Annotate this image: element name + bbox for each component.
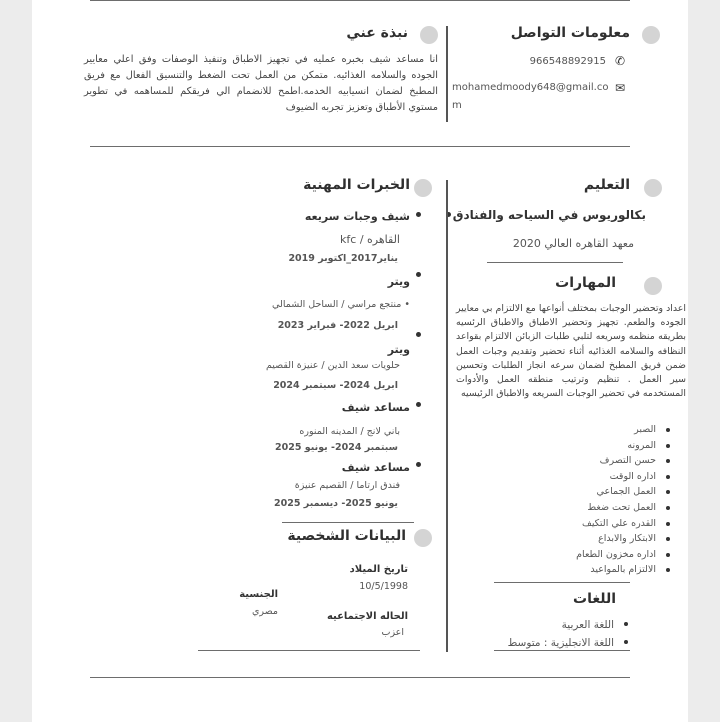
about-text: انا مساعد شيف بخبره عمليه في تجهيز الاطباق وتنفيذ الوصفات وفق اعلي معايير الجوده والسلامه الغذائيه. متمكن من العمل تحت الضغط والتنسيق الفعال مع فريق المطبخ لضمان انسيابيه الخدمه.اطمح للانضمام الي فريقكم للمساهمه في تطوير مستوي الأطباق وتعزيز تجربه الضيوف — [84, 54, 438, 113]
skill-item: اداره مخزون الطعام — [470, 547, 670, 563]
language-english-name: اللغة الانجليزية — [550, 637, 614, 649]
skill-item: الابتكار والابداع — [470, 531, 670, 547]
personal-divider — [198, 650, 420, 651]
nationality-value: مصري — [251, 606, 278, 617]
personal-bullet-circle — [414, 529, 432, 547]
email-line-1[interactable]: mohamedmoody648@gmail.co — [452, 82, 609, 93]
experience-divider — [282, 522, 414, 523]
skill-item: العمل تحت ضغط — [470, 500, 670, 516]
skills-divider — [494, 582, 630, 583]
about-heading: نبذة عني — [346, 25, 408, 41]
languages-divider — [494, 650, 630, 651]
languages-list — [428, 616, 628, 652]
birth-date-label: تاريخ الميلاد — [349, 564, 408, 575]
education-degree: بكالوريوس في السياحه والفنادق — [452, 208, 646, 222]
experience-bullet-circle — [414, 179, 432, 197]
job-company: حلويات سعد الدين — [327, 360, 400, 371]
middle-divider — [90, 146, 630, 147]
skills-summary: اعداد وتحضير الوجبات بمختلف أنواعها مع الالتزام بي معايير الجوده والطعم. تجهيز وتحضير الاطباق والاطباق الرئسيه بطريقه منظمه وسريعه لتلبي طلبات الزبائن الالتزام بقواعد النظافه والسلامه الغذائيه أثناء تحضير وتقديم وجبات العمل ضمن فريق المطبخ لضمان سرعه انجاز الطلبات وتحسين سير العمل . تنظيم وترتيب منطقه العمل والأدوات المستخدمه في تحضير الوجبات السريعه والاطباق الرئيسيه — [456, 303, 686, 400]
job-title: مساعد شيف — [341, 461, 410, 474]
job-period: يناير2017_اكتوبر 2019 — [288, 253, 398, 264]
language-english-level: متوسط — [507, 637, 541, 649]
job-company-location: فندق ارتاما / القصيم عنيزة — [294, 480, 400, 491]
skills-heading: المهارات — [555, 275, 616, 291]
phone-icon: ✆ — [615, 54, 626, 68]
contact-bullet-circle — [642, 26, 660, 44]
languages-heading: اللغات — [573, 591, 616, 607]
job-period: ابريل 2024- سبتمبر 2024 — [273, 380, 398, 391]
phone-number[interactable]: 966548892915 — [529, 56, 606, 67]
education-institute: معهد القاهره العالي 2020 — [512, 237, 634, 250]
job-company-location: باني لانج / المدينه المنوره — [299, 426, 400, 437]
top-divider — [90, 0, 630, 1]
job-company-location: القاهره / kfc — [340, 233, 400, 246]
job-title: شيف وجبات سريعه — [304, 210, 410, 223]
job-location: القصيم عنيزة — [294, 480, 348, 491]
job-location: القاهره — [367, 233, 400, 246]
job-company: باني لانج — [366, 426, 400, 437]
language-english: اللغة الانجليزية : متوسط — [428, 634, 628, 652]
education-divider — [487, 262, 623, 263]
job-company: kfc — [340, 233, 357, 246]
birth-date-value: 10/5/1998 — [359, 581, 408, 592]
marital-status-label: الحاله الاجتماعيه — [326, 611, 408, 622]
job-location: عنيزة القصيم — [265, 360, 319, 371]
skill-item: الالتزام بالمواعيد — [470, 562, 670, 578]
job-company: فندق ارتاما — [356, 480, 400, 491]
timeline-dot — [416, 212, 421, 217]
job-location: الساحل الشمالي — [272, 299, 339, 310]
job-title: ويتر — [387, 343, 410, 356]
job-location: المدينه المنوره — [299, 426, 358, 437]
job-title: ويتر — [387, 275, 410, 288]
skill-item: الصبر — [470, 422, 670, 438]
skill-item: العمل الجماعي — [470, 484, 670, 500]
experience-heading: الخبرات المهنية — [303, 177, 410, 193]
top-vertical-divider — [446, 26, 448, 122]
skill-item: المرونه — [470, 438, 670, 454]
job-period: يونيو 2025- ديسمبر 2025 — [274, 498, 398, 509]
timeline-dot — [416, 402, 421, 407]
job-title: مساعد شيف — [341, 401, 410, 414]
envelope-icon: ✉ — [615, 81, 626, 95]
education-bullet-circle — [644, 179, 662, 197]
timeline-dot — [416, 272, 421, 277]
main-vertical-divider — [446, 180, 448, 652]
skills-list — [470, 422, 670, 578]
language-arabic: اللغة العربية — [428, 616, 628, 634]
nationality-label: الجنسية — [239, 589, 278, 600]
education-heading: التعليم — [583, 177, 630, 193]
marital-status-value: اعزب — [381, 627, 404, 638]
contact-heading: معلومات التواصل — [510, 25, 630, 41]
resume-page — [32, 0, 688, 722]
timeline-dot — [416, 462, 421, 467]
skill-item: القدره علي التكيف — [470, 516, 670, 532]
personal-heading: البيانات الشخصية — [287, 528, 406, 544]
job-company: منتجع مراسي — [347, 299, 402, 310]
skills-bullet-circle — [644, 277, 662, 295]
bottom-divider — [90, 677, 630, 678]
timeline-dot — [416, 332, 421, 337]
job-company-location: • منتجع مراسي / الساحل الشمالي — [272, 299, 410, 310]
skill-item: اداره الوقت — [470, 469, 670, 485]
job-company-location: حلويات سعد الدين / عنيزة القصيم — [265, 360, 400, 371]
about-bullet-circle — [420, 26, 438, 44]
email-line-2[interactable]: m — [452, 100, 462, 111]
skill-item: حسن التصرف — [470, 453, 670, 469]
job-period: سبتمبر 2024- يونيو 2025 — [275, 442, 398, 453]
job-period: ابريل 2022- فبراير 2023 — [277, 320, 398, 331]
